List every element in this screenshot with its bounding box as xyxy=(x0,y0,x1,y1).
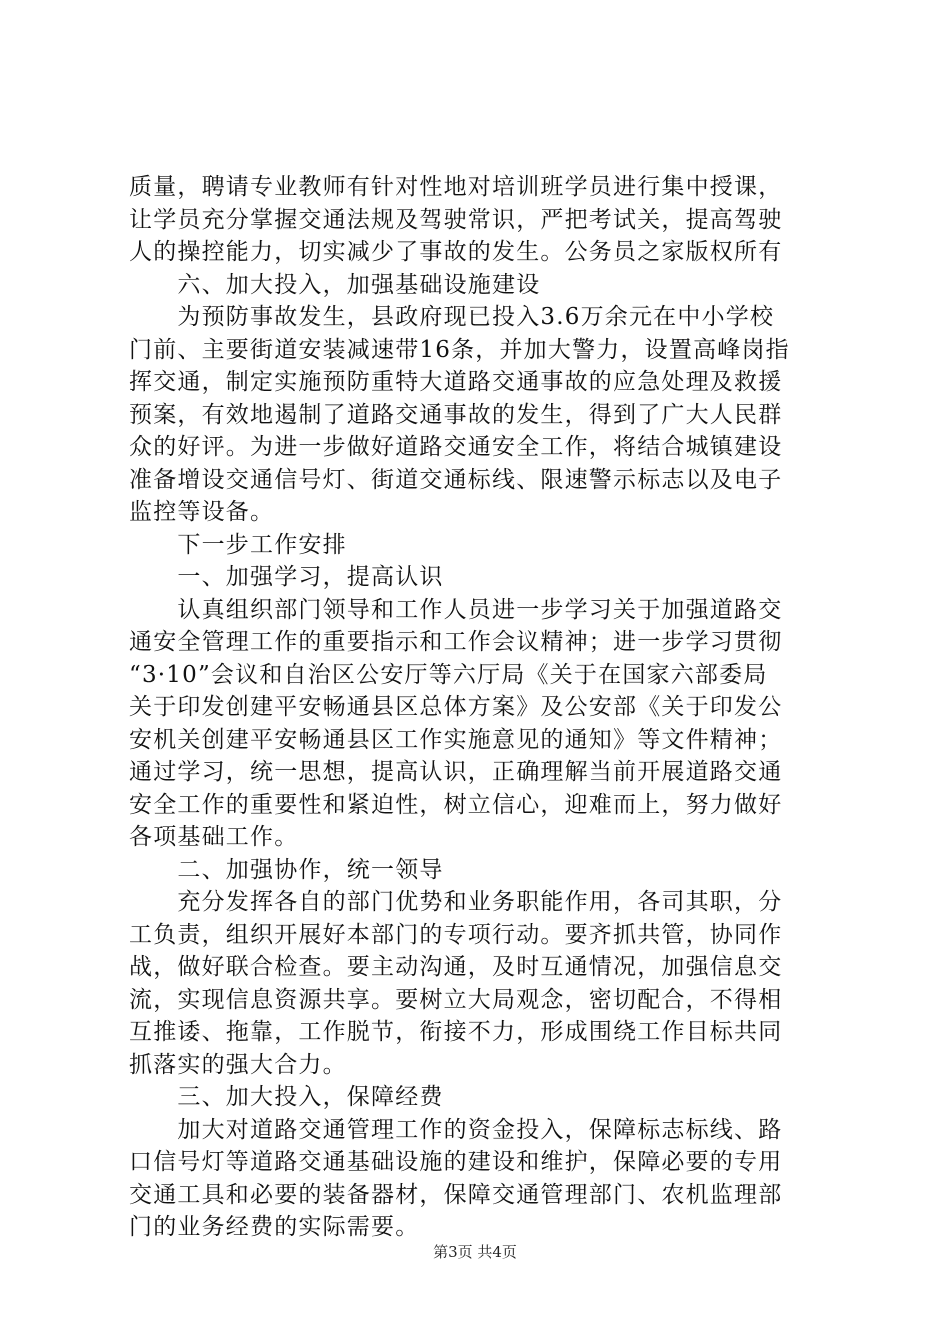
text-line: 门的业务经费的实际需要。 xyxy=(129,1214,420,1240)
text-line: 下一步工作安排 xyxy=(129,531,347,558)
text-line: 三、加大投入，保障经费 xyxy=(129,1084,444,1110)
text-line: 让学员充分掌握交通法规及驾驶常识，严把考试关，提高驾驶 xyxy=(129,206,783,233)
text-line: 关于印发创建平安畅通县区总体方案》及公安部《关于印发公 xyxy=(129,694,783,720)
text-line: 通安全管理工作的重要指示和工作会议精神；进一步学习贯彻 xyxy=(129,629,783,655)
text-line: 门前、主要街道安装减速带16条，并加大警力，设置高峰岗指 xyxy=(129,336,790,363)
text-line: 质量，聘请专业教师有针对性地对培训班学员进行集中授课， xyxy=(129,174,783,200)
text-line: 预案，有效地遏制了道路交通事故的发生，得到了广大人民群 xyxy=(129,401,783,428)
text-line: 二、加强协作，统一领导 xyxy=(129,856,444,883)
text-line: 人的操控能力，切实减少了事故的发生。公务员之家版权所有 xyxy=(129,239,783,265)
text-line: 一、加强学习，提高认识 xyxy=(129,564,444,590)
text-line: 安全工作的重要性和紧迫性，树立信心，迎难而上，努力做好 xyxy=(129,791,783,818)
text-line: 众的好评。为进一步做好道路交通安全工作，将结合城镇建设 xyxy=(129,434,783,460)
text-line: 认真组织部门领导和工作人员进一步学习关于加强道路交 xyxy=(129,596,783,623)
text-line: “3·10”会议和自治区公安厅等六厅局《关于在国家六部委局 xyxy=(129,661,768,688)
text-line: 充分发挥各自的部门优势和业务职能作用，各司其职，分 xyxy=(129,889,783,915)
text-line: 战，做好联合检查。要主动沟通，及时互通情况，加强信息交 xyxy=(129,954,783,980)
page-footer: 第3页 共4页 xyxy=(433,1243,517,1261)
text-line: 各项基础工作。 xyxy=(129,824,299,850)
text-line: 口信号灯等道路交通基础设施的建设和维护，保障必要的专用 xyxy=(129,1149,783,1175)
text-line: 挥交通，制定实施预防重特大道路交通事故的应急处理及救援 xyxy=(129,369,783,395)
text-line: 互推诿、拖靠，工作脱节，衔接不力，形成围绕工作目标共同 xyxy=(129,1019,783,1045)
text-line: 加大对道路交通管理工作的资金投入，保障标志标线、路 xyxy=(129,1116,783,1143)
text-line: 工负责，组织开展好本部门的专项行动。要齐抓共管，协同作 xyxy=(129,921,783,948)
text-line: 抓落实的强大合力。 xyxy=(129,1051,347,1078)
document-body xyxy=(129,171,829,1244)
text-line: 监控等设备。 xyxy=(129,499,275,525)
text-line: 为预防事故发生，县政府现已投入3.6万余元在中小学校 xyxy=(129,304,775,330)
text-line: 准备增设交通信号灯、街道交通标线、限速警示标志以及电子 xyxy=(129,466,783,493)
text-line: 交通工具和必要的装备器材，保障交通管理部门、农机监理部 xyxy=(129,1181,783,1208)
text-line: 通过学习，统一思想，提高认识，正确理解当前开展道路交通 xyxy=(129,759,783,785)
text-line: 安机关创建平安畅通县区工作实施意见的通知》等文件精神； xyxy=(129,726,783,753)
text-line: 六、加大投入，加强基础设施建设 xyxy=(129,271,541,298)
text-line: 流，实现信息资源共享。要树立大局观念，密切配合，不得相 xyxy=(129,986,783,1013)
